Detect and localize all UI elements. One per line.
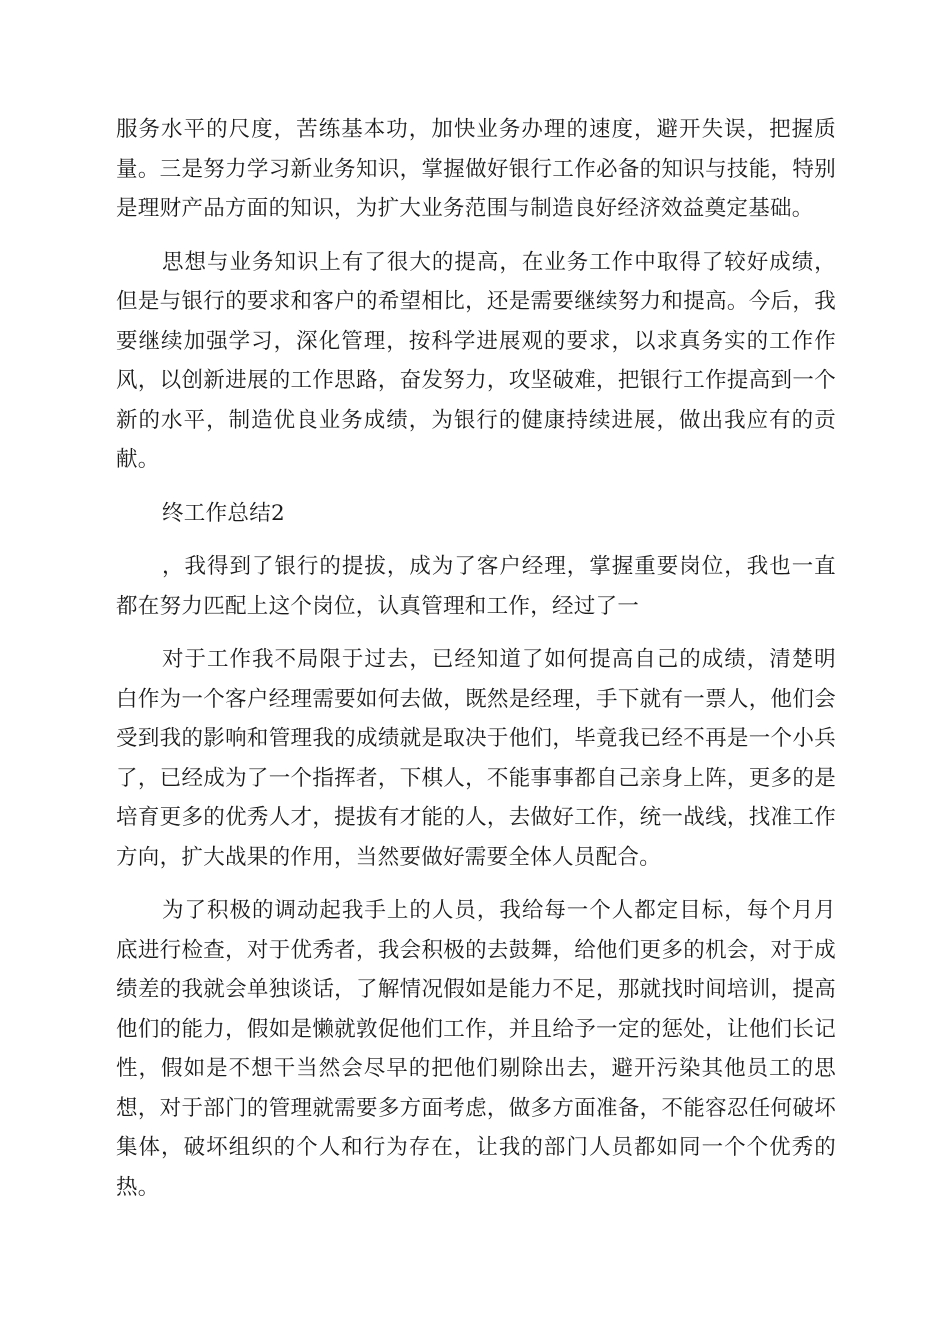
paragraph-3: ，我得到了银行的提拔，成为了客户经理，掌握重要岗位，我也一直都在努力匹配上这个岗位，认真管理和工作，经过了一 bbox=[116, 554, 836, 619]
paragraph-1: 服务水平的尺度，苦练基本功，加快业务办理的速度，避开失误，把握质量。三是努力学习新业务知识，掌握做好银行工作必备的知识与技能，特别是理财产品方面的知识，为扩大业务范围与制造良好经济效益奠定基础。 bbox=[116, 117, 836, 221]
document-body bbox=[116, 110, 836, 1221]
paragraph-4: 对于工作我不局限于过去，已经知道了如何提高自己的成绩，清楚明白作为一个客户经理需要如何去做，既然是经理，手下就有一票人，他们会受到我的影响和管理我的成绩就是取决于他们，毕竟我已经不再是一个小兵了，已经成为了一个指挥者，下棋人，不能事事都自己亲身上阵，更多的是培育更多的优秀人才，提拔有才能的人，去做好工作，统一战线，找准工作方向，扩大战果的作用，当然要做好需要全体人员配合。 bbox=[116, 647, 836, 870]
section-heading: 终工作总结2 bbox=[162, 500, 285, 526]
paragraph-2: 思想与业务知识上有了很大的提高，在业务工作中取得了较好成绩，但是与银行的要求和客户的希望相比，还是需要继续努力和提高。今后，我要继续加强学习，深化管理，按科学进展观的要求，以求真务实的工作作风，以创新进展的工作思路，奋发努力，攻坚破难，把银行工作提高到一个新的水平，制造优良业务成绩，为银行的健康持续进展，做出我应有的贡献。 bbox=[116, 249, 836, 472]
paragraph-5: 为了积极的调动起我手上的人员，我给每一个人都定目标，每个月月底进行检查，对于优秀者，我会积极的去鼓舞，给他们更多的机会，对于成绩差的我就会单独谈话，了解情况假如是能力不足，那就找时间培训，提高他们的能力，假如是懒就敦促他们工作，并且给予一定的惩处，让他们长记性，假如是不想干当然会尽早的把他们剔除出去，避开污染其他员工的思想，对于部门的管理就需要多方面考虑，做多方面准备，不能容忍任何破坏集体，破坏组织的个人和行为存在，让我的部门人员都如同一个个优秀的热。 bbox=[116, 898, 836, 1200]
